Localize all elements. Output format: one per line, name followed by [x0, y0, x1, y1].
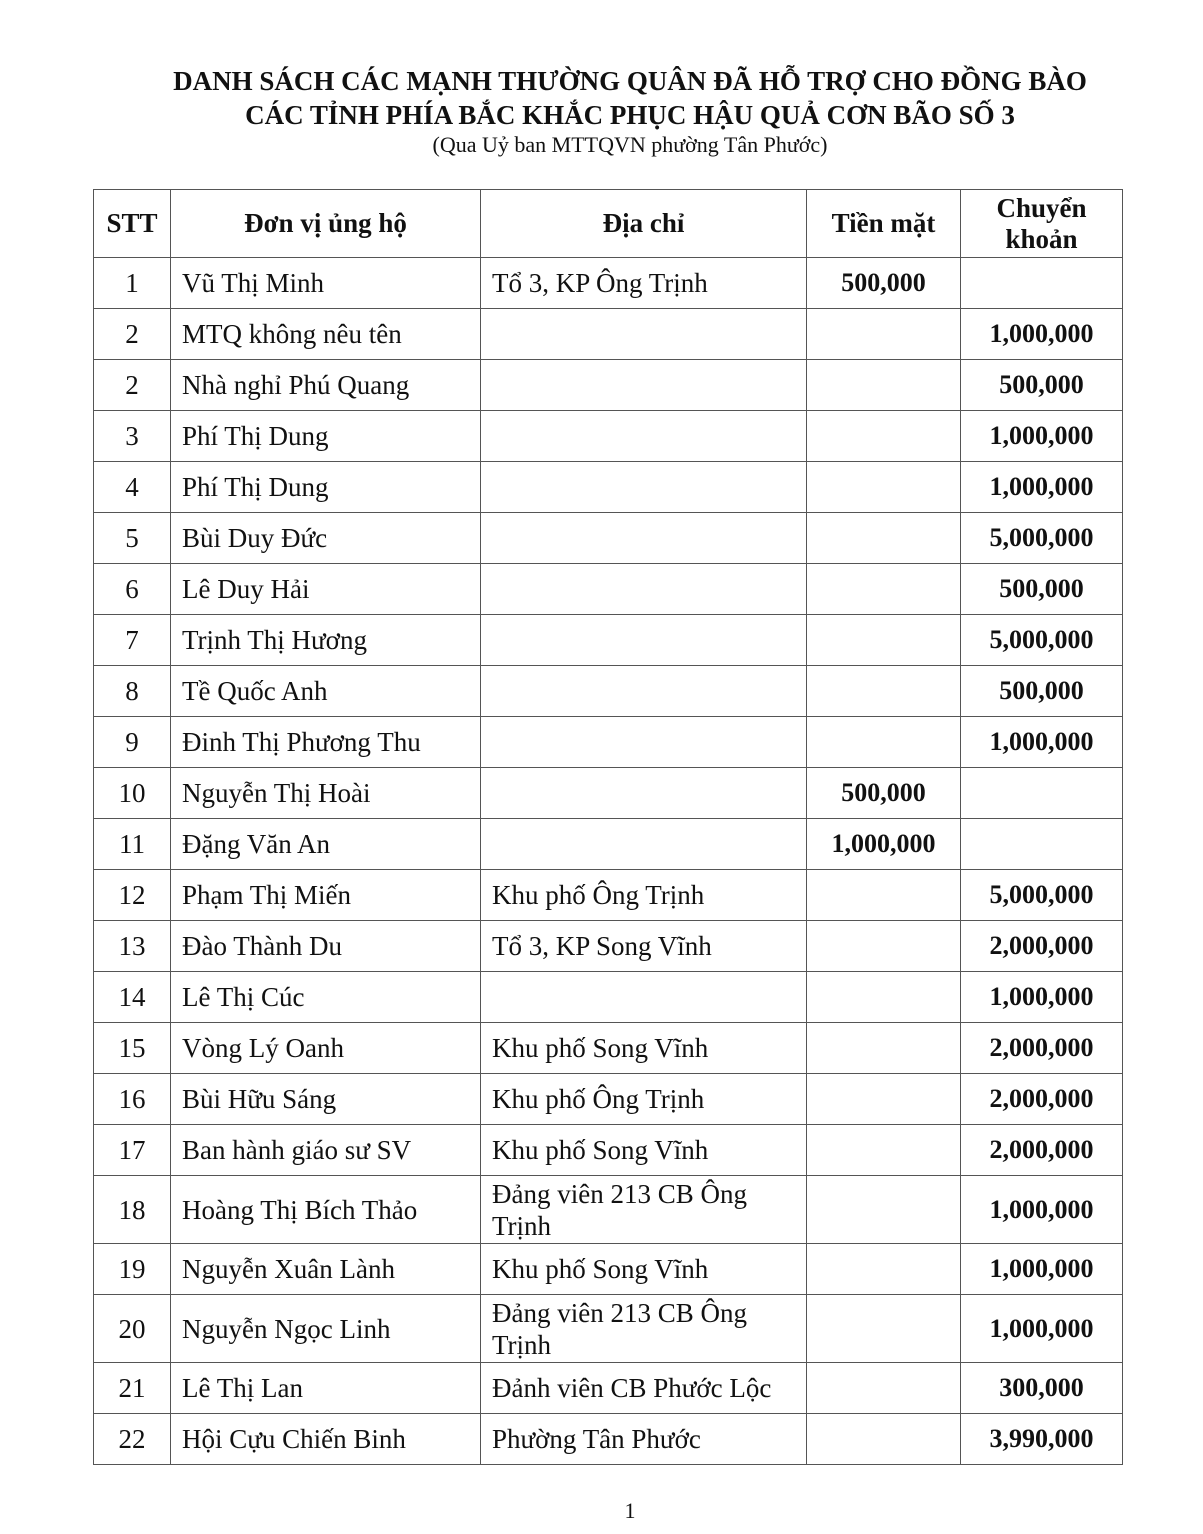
- row-cash: 500,000: [807, 768, 961, 819]
- table-row: [94, 1125, 1123, 1176]
- page-number: 1: [624, 1498, 636, 1523]
- row-cash: [807, 717, 961, 768]
- row-cash: [807, 513, 961, 564]
- row-transfer: 500,000: [961, 360, 1123, 411]
- table-row: [94, 870, 1123, 921]
- row-stt: 6: [94, 564, 171, 615]
- row-cash: [807, 1244, 961, 1295]
- table-row: [94, 258, 1123, 309]
- row-address: [481, 513, 807, 564]
- row-transfer: 500,000: [961, 666, 1123, 717]
- row-donor: Nguyễn Thị Hoài: [171, 768, 481, 819]
- row-address: Phường Tân Phước: [481, 1414, 807, 1465]
- row-transfer: 2,000,000: [961, 1125, 1123, 1176]
- row-donor: Bùi Duy Đức: [171, 513, 481, 564]
- row-transfer: [961, 819, 1123, 870]
- row-cash: 500,000: [807, 258, 961, 309]
- table-row: [94, 615, 1123, 666]
- row-stt: 2: [94, 309, 171, 360]
- row-donor: Hội Cựu Chiến Binh: [171, 1414, 481, 1465]
- row-cash: [807, 360, 961, 411]
- row-transfer: 500,000: [961, 564, 1123, 615]
- table-row: [94, 513, 1123, 564]
- row-transfer: 300,000: [961, 1363, 1123, 1414]
- row-stt: 11: [94, 819, 171, 870]
- header-address: Địa chỉ: [481, 190, 807, 258]
- row-cash: [807, 1363, 961, 1414]
- row-stt: 13: [94, 921, 171, 972]
- row-transfer: 1,000,000: [961, 462, 1123, 513]
- row-stt: 19: [94, 1244, 171, 1295]
- table-row: [94, 1414, 1123, 1465]
- document-subtitle: (Qua Uỷ ban MTTQVN phường Tân Phước): [432, 132, 828, 157]
- row-donor: Hoàng Thị Bích Thảo: [171, 1176, 481, 1244]
- table-row: [94, 1295, 1123, 1363]
- row-cash: [807, 309, 961, 360]
- row-transfer: 1,000,000: [961, 1176, 1123, 1244]
- row-cash: [807, 972, 961, 1023]
- row-donor: Đào Thành Du: [171, 921, 481, 972]
- row-stt: 5: [94, 513, 171, 564]
- row-transfer: 2,000,000: [961, 1074, 1123, 1125]
- table-row: [94, 1363, 1123, 1414]
- row-stt: 12: [94, 870, 171, 921]
- row-address: Tổ 3, KP Ông Trịnh: [481, 258, 807, 309]
- row-address: Khu phố Song Vĩnh: [481, 1023, 807, 1074]
- row-address: [481, 360, 807, 411]
- row-address: [481, 615, 807, 666]
- row-stt: 10: [94, 768, 171, 819]
- row-stt: 2: [94, 360, 171, 411]
- row-transfer: 1,000,000: [961, 411, 1123, 462]
- row-cash: [807, 564, 961, 615]
- table-row: [94, 972, 1123, 1023]
- row-transfer: 2,000,000: [961, 1023, 1123, 1074]
- row-cash: [807, 1176, 961, 1244]
- row-address: [481, 309, 807, 360]
- document-title-line-2: CÁC TỈNH PHÍA BẮC KHẮC PHỤC HẬU QUẢ CƠN BÃO SỐ 3: [245, 100, 1015, 130]
- table-row: [94, 921, 1123, 972]
- row-donor: Đặng Văn An: [171, 819, 481, 870]
- table-row: [94, 819, 1123, 870]
- row-stt: 18: [94, 1176, 171, 1244]
- row-cash: [807, 1295, 961, 1363]
- row-donor: Bùi Hữu Sáng: [171, 1074, 481, 1125]
- row-cash: [807, 1125, 961, 1176]
- row-address: [481, 462, 807, 513]
- row-donor: Nguyễn Ngọc Linh: [171, 1295, 481, 1363]
- table-row: [94, 360, 1123, 411]
- row-donor: Tề Quốc Anh: [171, 666, 481, 717]
- row-transfer: 3,990,000: [961, 1414, 1123, 1465]
- row-transfer: [961, 768, 1123, 819]
- row-stt: 17: [94, 1125, 171, 1176]
- row-donor: MTQ không nêu tên: [171, 309, 481, 360]
- row-address: Khu phố Song Vĩnh: [481, 1244, 807, 1295]
- table-row: [94, 309, 1123, 360]
- header-cash: Tiền mặt: [807, 190, 961, 258]
- row-cash: [807, 411, 961, 462]
- row-cash: [807, 1414, 961, 1465]
- table-row: [94, 768, 1123, 819]
- row-address: Khu phố Ông Trịnh: [481, 870, 807, 921]
- table-row: [94, 666, 1123, 717]
- row-stt: 3: [94, 411, 171, 462]
- row-address: [481, 717, 807, 768]
- row-donor: Vòng Lý Oanh: [171, 1023, 481, 1074]
- row-donor: Phí Thị Dung: [171, 462, 481, 513]
- row-stt: 7: [94, 615, 171, 666]
- row-transfer: [961, 258, 1123, 309]
- row-stt: 16: [94, 1074, 171, 1125]
- row-donor: Phạm Thị Miến: [171, 870, 481, 921]
- row-address: Đảng viên 213 CB Ông Trịnh: [481, 1176, 807, 1244]
- table-row: [94, 564, 1123, 615]
- row-address: [481, 411, 807, 462]
- table-row: [94, 1023, 1123, 1074]
- row-transfer: 1,000,000: [961, 1295, 1123, 1363]
- row-stt: 9: [94, 717, 171, 768]
- row-donor: Đinh Thị Phương Thu: [171, 717, 481, 768]
- row-cash: [807, 462, 961, 513]
- row-stt: 4: [94, 462, 171, 513]
- row-stt: 20: [94, 1295, 171, 1363]
- donor-table: [93, 189, 1123, 1465]
- row-transfer: 1,000,000: [961, 1244, 1123, 1295]
- row-cash: [807, 921, 961, 972]
- table-row: [94, 411, 1123, 462]
- row-address: [481, 819, 807, 870]
- row-stt: 8: [94, 666, 171, 717]
- row-transfer: 2,000,000: [961, 921, 1123, 972]
- row-transfer: 5,000,000: [961, 870, 1123, 921]
- row-address: [481, 768, 807, 819]
- row-address: Khu phố Ông Trịnh: [481, 1074, 807, 1125]
- row-address: [481, 972, 807, 1023]
- row-donor: Lê Duy Hải: [171, 564, 481, 615]
- row-transfer: 1,000,000: [961, 717, 1123, 768]
- row-donor: Ban hành giáo sư SV: [171, 1125, 481, 1176]
- row-stt: 22: [94, 1414, 171, 1465]
- row-donor: Lê Thị Cúc: [171, 972, 481, 1023]
- row-donor: Nhà nghỉ Phú Quang: [171, 360, 481, 411]
- row-transfer: 1,000,000: [961, 972, 1123, 1023]
- row-transfer: 1,000,000: [961, 309, 1123, 360]
- table-header-row: [94, 190, 1123, 258]
- row-donor: Lê Thị Lan: [171, 1363, 481, 1414]
- row-address: [481, 564, 807, 615]
- row-cash: [807, 615, 961, 666]
- row-address: Đảng viên 213 CB Ông Trịnh: [481, 1295, 807, 1363]
- row-stt: 15: [94, 1023, 171, 1074]
- row-cash: [807, 666, 961, 717]
- row-stt: 14: [94, 972, 171, 1023]
- row-transfer: 5,000,000: [961, 615, 1123, 666]
- row-donor: Trịnh Thị Hương: [171, 615, 481, 666]
- row-stt: 1: [94, 258, 171, 309]
- header-transfer: Chuyển khoản: [961, 190, 1123, 258]
- row-cash: [807, 870, 961, 921]
- table-row: [94, 1176, 1123, 1244]
- row-cash: [807, 1074, 961, 1125]
- header-stt: STT: [94, 190, 171, 258]
- row-donor: Phí Thị Dung: [171, 411, 481, 462]
- row-transfer: 5,000,000: [961, 513, 1123, 564]
- row-address: Tổ 3, KP Song Vĩnh: [481, 921, 807, 972]
- row-address: [481, 666, 807, 717]
- document-title-line-1: DANH SÁCH CÁC MẠNH THƯỜNG QUÂN ĐÃ HỖ TRỢ CHO ĐỒNG BÀO: [173, 66, 1087, 96]
- table-row: [94, 717, 1123, 768]
- table-row: [94, 1244, 1123, 1295]
- row-cash: 1,000,000: [807, 819, 961, 870]
- row-cash: [807, 1023, 961, 1074]
- row-address: Khu phố Song Vĩnh: [481, 1125, 807, 1176]
- row-stt: 21: [94, 1363, 171, 1414]
- table-row: [94, 1074, 1123, 1125]
- row-donor: Vũ Thị Minh: [171, 258, 481, 309]
- row-donor: Nguyễn Xuân Lành: [171, 1244, 481, 1295]
- table-row: [94, 462, 1123, 513]
- row-address: Đảnh viên CB Phước Lộc: [481, 1363, 807, 1414]
- header-donor: Đơn vị ủng hộ: [171, 190, 481, 258]
